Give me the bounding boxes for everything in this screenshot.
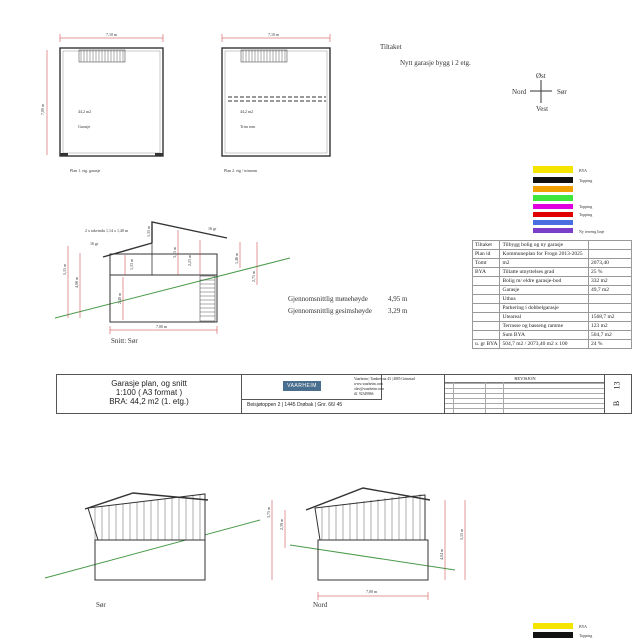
area-table-cell-l: Sum BYA — [500, 331, 589, 340]
elev-width-dim: 7,00 m — [366, 589, 378, 594]
color-legend — [533, 166, 605, 234]
mone-value: 4,95 m — [388, 295, 408, 303]
legend-topping3-label: Topping — [579, 212, 593, 217]
gesims-label: Gjennomsnittlig gesimshøyde — [288, 307, 372, 315]
area-table — [472, 240, 632, 349]
company-address: Vaarheim | Tambrevna 43 | 4885 Grimstad www.vaarheim.com olav@vaarheim.com tlf. 92349866 — [354, 377, 415, 396]
section-window-dim: 2 x takvindu 1,14 x 1,40 m — [85, 228, 129, 233]
gesims-value: 3,29 m — [388, 307, 408, 315]
compass-east: Øst — [536, 72, 546, 80]
tiltaket-title: Tiltaket — [380, 43, 402, 51]
section-label: Snitt: Sør — [111, 337, 138, 345]
area-table-cell-l: Bolig m/ eldre garasje-bod — [500, 277, 589, 286]
company-logo: VAARHEIM — [283, 381, 321, 391]
area-table-cell-k — [473, 304, 500, 313]
area-table-row — [473, 250, 632, 259]
section-dim-d7: 1,35 m — [146, 225, 151, 237]
area-table-cell-l: 504,7 m2 / 2073,40 m2 x 100 — [500, 340, 589, 349]
area-table-row — [473, 295, 632, 304]
area-table-cell-l: Uthus — [500, 295, 589, 304]
legend-bya-swatch — [533, 166, 573, 173]
area-table-cell-l: Tillatte utnyttelses grad — [500, 268, 589, 277]
area-table-cell-v: 49,7 m2 — [589, 286, 632, 295]
area-table-cell-l: Parkering i dobbelgarasje — [500, 304, 589, 313]
area-table-cell-k: Tomt — [473, 259, 500, 268]
section-dim-d9: 1,46 m — [234, 252, 239, 264]
bottom-topping-swatch — [533, 632, 573, 638]
area-table-cell-v: 504,7 m2 — [589, 331, 632, 340]
mone-label: Gjennomsnittlig mønehøyde — [288, 295, 368, 303]
area-table-cell-v — [589, 304, 632, 313]
area-table-cell-k — [473, 322, 500, 331]
section-dim-d3: 1,33 m — [129, 258, 134, 270]
legend-magenta-swatch — [533, 204, 573, 209]
area-table-row — [473, 277, 632, 286]
legend-topping-swatch — [533, 177, 573, 183]
area-table-cell-v — [589, 241, 632, 250]
bottom-bya-label: BYA — [579, 624, 588, 629]
area-table-cell-v: 1568,7 m2 — [589, 313, 632, 322]
area-table-cell-k: BYA — [473, 268, 500, 277]
section-dim-d5: 2,23 m — [187, 254, 192, 266]
section-dim-d6: 2,40 m — [117, 292, 122, 304]
area-table-row — [473, 313, 632, 322]
plan2-caption: Plan 2. etg / trimrom — [224, 168, 258, 173]
legend-green-swatch — [533, 195, 573, 201]
bottom-topping-label: Topping — [579, 633, 593, 638]
section-dim-d4: 3,15 m — [172, 246, 177, 258]
project-address: Beisjøtoppen 2 | 1445 Drøbak | Gnr. 66/ 45 — [247, 402, 343, 408]
area-table-cell-l: Uteareal — [500, 313, 589, 322]
area-table-cell-l: Garasje — [500, 286, 589, 295]
area-table-cell-v: 123 m2 — [589, 322, 632, 331]
area-table-cell-v — [589, 250, 632, 259]
tiltaket-desc: Nytt garasje bygg i 2 etg. — [400, 59, 471, 67]
plan1-area: 44,2 m2 — [78, 109, 92, 114]
elev-dim-b: 3,75 m — [266, 506, 271, 518]
drawing-scale: 1:100 ( A3 format ) — [115, 388, 183, 397]
elevation-north — [266, 488, 465, 609]
revision-header: REVISJON — [445, 375, 605, 383]
area-table-cell-k: Plan id — [473, 250, 500, 259]
compass-south: Sør — [557, 88, 567, 96]
elev-dim-c: 4,04 m — [439, 548, 444, 560]
area-table-row — [473, 268, 632, 277]
elevation-left-label: Sør — [96, 601, 106, 609]
legend-purple-swatch — [533, 228, 573, 233]
area-table-cell-k: u. gr BYA — [473, 340, 500, 349]
plan2-width-dim: 7,10 m — [268, 32, 280, 37]
area-table-cell-v — [589, 295, 632, 304]
legend-topping2-label: Topping — [579, 204, 593, 209]
elevation-right-label: Nord — [313, 601, 328, 609]
legend-red-swatch — [533, 212, 573, 217]
area-table-row — [473, 259, 632, 268]
sheet-number: 13 — [612, 381, 622, 390]
plan-1 — [40, 32, 163, 173]
area-table-cell-l: Terrasse og basseng ramme — [500, 322, 589, 331]
elevation-south — [45, 493, 260, 609]
area-table-cell-k: Tiltaket — [473, 241, 500, 250]
area-table-row — [473, 340, 632, 349]
area-table-row — [473, 331, 632, 340]
legend-bya-label: BYA — [579, 168, 588, 173]
area-table-cell-k — [473, 286, 500, 295]
area-table-cell-k — [473, 331, 500, 340]
area-table-row — [473, 304, 632, 313]
legend-topping1-label: Topping — [579, 178, 593, 183]
section-dim-d2: 4,06 m — [74, 276, 79, 288]
elev-dim-a: 2,39 m — [279, 518, 284, 530]
area-table-row — [473, 322, 632, 331]
drawing-bra: BRA: 44,2 m2 (1. etg.) — [109, 397, 189, 406]
area-table-row — [473, 241, 632, 250]
legend-blue-swatch — [533, 220, 573, 225]
section-slope1: 16 gr — [90, 241, 99, 246]
area-table-cell-v: 2073,40 — [589, 259, 632, 268]
plan2-area: 44,2 m2 — [240, 109, 254, 114]
plan1-room: Garasje — [78, 124, 91, 129]
compass-rose — [512, 72, 567, 113]
area-table-cell-l: Tilbygg bolig og ny garasje — [500, 241, 589, 250]
section-width-dim: 7,00 m — [156, 324, 168, 329]
area-table-cell-v: 332 m2 — [589, 277, 632, 286]
plan1-height-dim: 7,00 m — [40, 103, 45, 115]
area-table-cell-k — [473, 295, 500, 304]
sheet-letter: B — [612, 400, 622, 407]
area-table-cell-v: 24 % — [589, 340, 632, 349]
drawing-title: Garasje plan, og snitt — [111, 379, 187, 388]
area-table-cell-l: Kommuneplan for Frogn 2013-2025 — [500, 250, 589, 259]
plan1-width-dim: 7,10 m — [106, 32, 118, 37]
elev-dim-d: 5,15 m — [459, 528, 464, 540]
section-drawing — [55, 222, 408, 345]
plan1-caption: Plan 1. etg. garasje — [70, 168, 101, 173]
section-dim-d8: 2,75 m — [251, 270, 256, 282]
compass-north: Nord — [512, 88, 527, 96]
section-dim-d1: 5,15 m — [62, 263, 67, 275]
compass-west: Vest — [536, 105, 549, 113]
legend-nye-label: Ny terreng linje — [579, 229, 605, 234]
title-block — [56, 374, 632, 414]
area-table-cell-l: m2 — [500, 259, 589, 268]
legend-orange-swatch — [533, 186, 573, 192]
plan-2 — [222, 32, 330, 173]
area-table-cell-k — [473, 313, 500, 322]
area-table-cell-k — [473, 277, 500, 286]
section-slope2: 16 gr — [208, 226, 217, 231]
area-table-cell-v: 25 % — [589, 268, 632, 277]
plan2-room: Trim rom — [240, 124, 256, 129]
bottom-bya-swatch — [533, 623, 573, 629]
area-table-row — [473, 286, 632, 295]
bottom-legend — [533, 623, 592, 638]
